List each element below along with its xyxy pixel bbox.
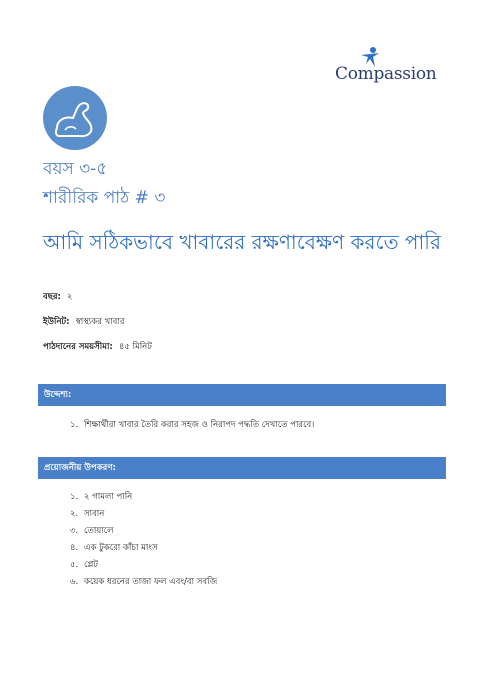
age-range: বয়স ৩-৫ bbox=[43, 159, 108, 179]
page-title: আমি সঠিকভাবে খাবারের রক্ষণাবেক্ষণ করতে পারি bbox=[43, 230, 442, 254]
list-item: ১. ২ গামলা পানি bbox=[70, 492, 133, 502]
objectives-list bbox=[70, 418, 314, 435]
unit-value: স্বাস্থ্যকর খাবার bbox=[75, 317, 125, 327]
lesson-number: শারীরিক পাঠ # ৩ bbox=[43, 188, 166, 208]
time-label: পাঠদানের সময়সীমা: bbox=[43, 342, 113, 352]
unit-label: ইউনিট: bbox=[43, 317, 70, 327]
materials-heading: প্রয়োজনীয় উপকরণ: bbox=[38, 457, 446, 479]
list-item: ১. শিক্ষার্থীরা খাবার তৈরি করার সহজ ও নিরাপদ পদ্ধতি দেখাতে পারবে। bbox=[70, 420, 315, 430]
materials-list bbox=[70, 490, 217, 592]
logo-text: Compassion bbox=[335, 64, 437, 84]
list-item: ৩. তোয়ালে bbox=[70, 526, 114, 536]
objectives-heading: উদ্দেশ্য: bbox=[38, 384, 446, 406]
time-value: ৪৫ মিনিট bbox=[118, 342, 152, 352]
year-label: বছর: bbox=[43, 292, 61, 302]
list-item: ৪. এক টুকরো কাঁচা মাংস bbox=[70, 543, 158, 553]
meta-unit bbox=[43, 315, 125, 329]
meta-time bbox=[43, 340, 152, 354]
list-item: ২. সাবান bbox=[70, 509, 105, 519]
list-item: ৫. প্লেট bbox=[70, 560, 98, 570]
meta-year bbox=[43, 290, 73, 304]
year-value: ২ bbox=[66, 292, 73, 302]
arm-flex-icon bbox=[43, 86, 107, 150]
list-item: ৬. কয়েক ধরনের তাজা ফল এবং/বা সবজি bbox=[70, 577, 218, 587]
